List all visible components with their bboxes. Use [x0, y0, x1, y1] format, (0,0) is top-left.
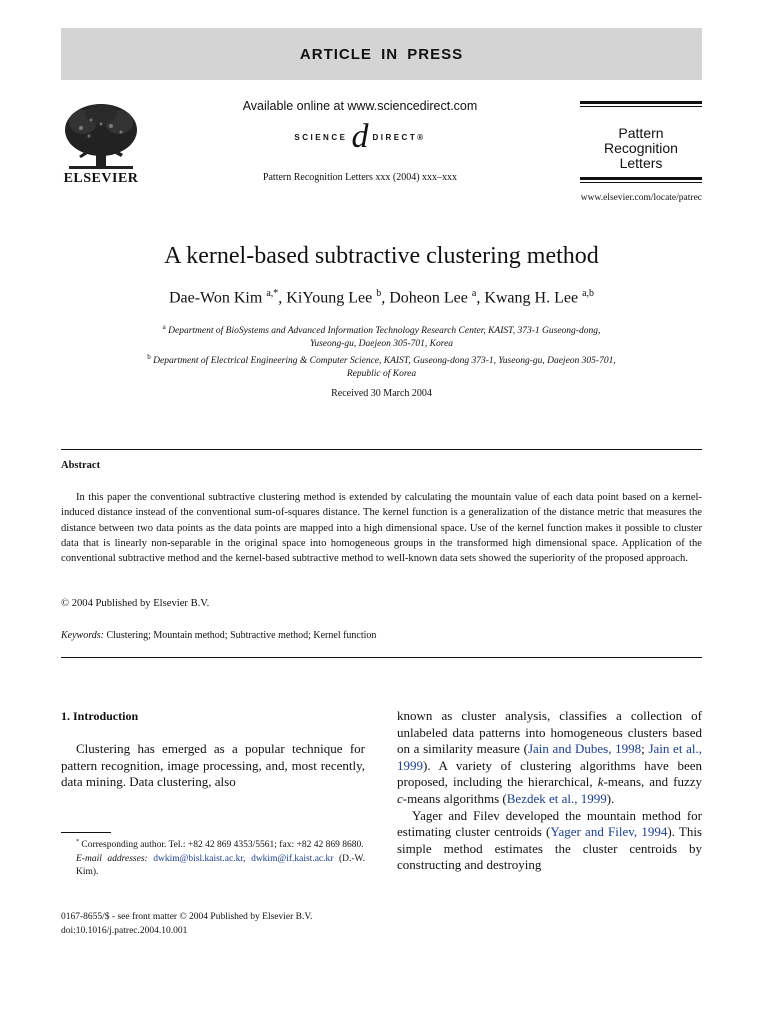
doi-line[interactable]: doi:10.1016/j.patrec.2004.10.001	[61, 926, 188, 936]
footnote-end: (D.-W. Kim).	[76, 853, 366, 878]
abstract-rule-bottom	[61, 657, 702, 658]
keywords-label: Keywords:	[61, 630, 104, 641]
author-name: Kwang H. Lee	[484, 289, 579, 307]
author-affiliation-mark: a,*	[266, 288, 279, 299]
received-date: Received 30 March 2004	[331, 388, 432, 399]
publication-info	[61, 910, 401, 938]
author-affiliation-mark: b	[376, 288, 382, 299]
journal-rule-bottom	[580, 177, 702, 180]
journal-url[interactable]: www.elsevier.com/locate/patrec	[580, 193, 702, 203]
sciencedirect-logo	[200, 120, 520, 154]
citation-link[interactable]: Yager and Filev, 1994	[550, 824, 668, 840]
available-online-text: Available online at www.sciencedirect.com	[242, 99, 478, 113]
paper-title: A kernel-based subtractive clustering method	[164, 243, 599, 269]
sd-right-text: DIRECT®	[372, 132, 426, 142]
author-affiliation-mark: a,b	[582, 288, 595, 299]
keywords-text: Clustering; Mountain method; Subtractive method; Kernel function	[106, 630, 377, 641]
corresponding-author-footnote: * Corresponding author. Tel.: +82 42 869 4353/5561; fax: +82 42 869 8680. E-mail addresses: dwkim@bisl.kaist.ac.kr, dwkim@if.kaist.ac.kr (D.-W. Kim).	[76, 839, 366, 878]
journal-name-line1: Pattern Recognition	[604, 125, 678, 156]
intro-right-paragraph-1: known as cluster analysis, classifies a collection of unlabeled data patterns into homogeneous clusters based on a similarity measure (Jain and Dubes, 1998; Jain et al., 1999). A variety of clustering algorithms have been proposed, including the hierarchical, k-means, and fuzzy c-means algorithms (Bezdek et al., 1999).	[397, 708, 702, 806]
journal-citation-line: Pattern Recognition Letters xxx (2004) xxx–xxx	[262, 172, 458, 183]
sd-left-text: SCIENCE	[294, 132, 348, 142]
abstract-heading: Abstract	[61, 460, 101, 471]
abstract-copyright: © 2004 Published by Elsevier B.V.	[61, 598, 210, 609]
affiliation-mark: a	[162, 323, 166, 331]
sd-at-glyph: d	[351, 118, 369, 155]
front-matter-line: 0167-8655/$ - see front matter © 2004 Published by Elsevier B.V.	[61, 912, 313, 922]
journal-rule-bottom-thin	[580, 182, 702, 183]
abstract-rule-top	[61, 449, 702, 450]
citation-link[interactable]: Jain and Dubes, 1998	[527, 741, 642, 757]
article-in-press-banner: ARTICLE IN PRESS	[61, 28, 702, 80]
author-name: Dae-Won Kim	[168, 289, 263, 307]
elsevier-wordmark: ELSEVIER	[63, 171, 139, 186]
affiliation-line: Department of Electrical Engineering & Computer Science, KAIST, Guseong-dong 373-1, Yuseong-gu, Daejeon 305-701,	[153, 356, 616, 367]
author-name: KiYoung Lee	[286, 289, 373, 307]
footnote-mark: *	[76, 839, 79, 845]
author-affiliation-mark: a	[471, 288, 477, 299]
footnote-rule	[61, 832, 111, 833]
journal-rule-top	[580, 101, 702, 104]
citation-link[interactable]: Bezdek et al., 1999	[506, 790, 607, 806]
affiliation-a	[81, 321, 682, 351]
affiliation-line: Republic of Korea	[346, 369, 417, 380]
journal-name	[580, 126, 702, 171]
email-link[interactable]: dwkim@if.kaist.ac.kr	[251, 853, 334, 864]
abstract-text: In this paper the conventional subtractive clustering method is extended by calculating the mountain value of each data point based on a kernel-induced distance instead of the conventional sum-of-squares distance. The kernel function is a generalization of the distance metric that measures the distance between two data points as the data points are mapped into a high dimensional space. Use of the kernel function makes it possible to cluster data that is linearly non-separable in the original space into homogeneous groups in the transformed high dimensional space. Application of the conventional subtractive method and the kernel-based subtractive method to well-known data sets showed the superiority of the proposed approach.	[61, 492, 702, 565]
affiliation-b	[81, 351, 682, 381]
section-heading-introduction: 1. Introduction	[61, 709, 139, 723]
author-name: Doheon Lee	[389, 289, 468, 307]
intro-left-paragraph: Clustering has emerged as a popular technique for pattern recognition, image processing, and, most recently, data mining. Data clustering, also	[61, 741, 365, 790]
affiliation-line: Department of BioSystems and Advanced Information Technology Research Center, KAIST, 373-1 Guseong-dong,	[168, 326, 601, 337]
affiliation-line: Yuseong-gu, Daejeon 305-701, Korea	[309, 339, 454, 350]
journal-rule-top-thin	[580, 106, 702, 107]
citation-link[interactable]: Jain et al., 1999	[397, 741, 702, 773]
email-label: E-mail addresses:	[76, 853, 148, 864]
journal-name-line2: Letters	[619, 155, 663, 171]
intro-right-paragraph-2: Yager and Filev developed the mountain method for estimating cluster centroids (Yager and Filev, 1994). This simple method estimates the cluster centroids by constructing and destroying	[397, 807, 702, 873]
footnote-contact: Corresponding author. Tel.: +82 42 869 4353/5561; fax: +82 42 869 8680.	[81, 840, 364, 851]
author-list: Dae-Won Kim $^{a,*}$, KiYoung Lee $^b$, Doheon Lee $^a$, Kwang H. Lee $^{a,b}$	[168, 288, 595, 307]
affiliation-mark: b	[147, 353, 151, 361]
keywords-line	[61, 630, 376, 641]
email-link[interactable]: dwkim@bisl.kaist.ac.kr	[153, 853, 244, 864]
intro-right-column	[397, 708, 702, 874]
